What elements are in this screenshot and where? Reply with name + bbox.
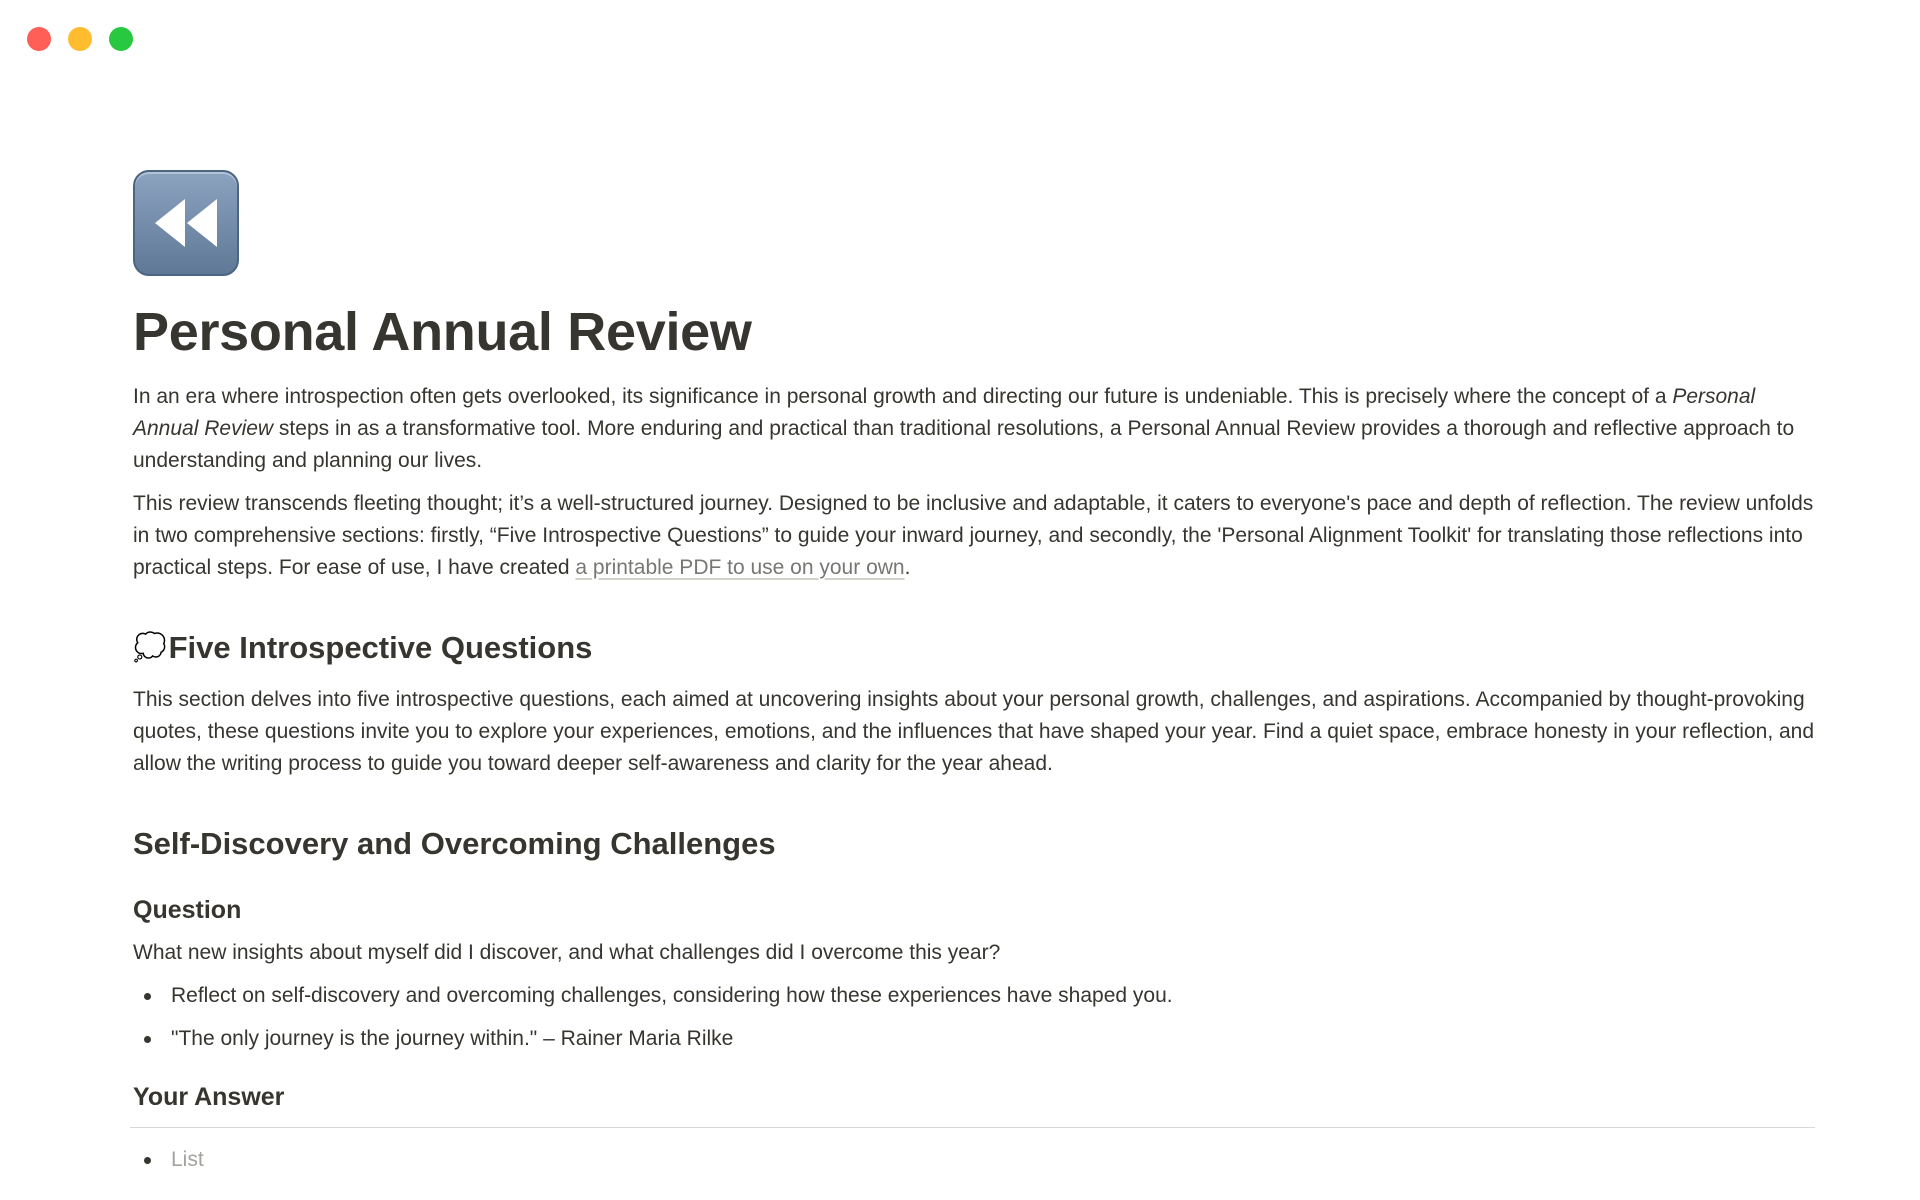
window-controls xyxy=(27,27,133,51)
rewind-icon[interactable] xyxy=(133,170,239,276)
thought-bubble-icon: 💭 xyxy=(133,632,167,663)
section-heading-text: Five Introspective Questions xyxy=(168,629,593,665)
divider xyxy=(130,1127,1815,1128)
answer-list xyxy=(133,1144,1815,1176)
answer-heading[interactable]: Your Answer xyxy=(133,1082,285,1111)
section-heading-five-questions[interactable] xyxy=(133,628,1815,668)
list-item[interactable]: "The only journey is the journey within." – Rainer Maria Rilke xyxy=(133,1023,1815,1055)
answer-list-placeholder[interactable]: List xyxy=(133,1144,1815,1176)
list-item[interactable]: Reflect on self-discovery and overcoming challenges, considering how these experiences have shaped you. xyxy=(133,980,1815,1012)
section-description[interactable]: This section delves into five introspective questions, each aimed at uncovering insights about your personal growth, challenges, and aspirations. Accompanied by thought-provoking quotes, these questions invite you to explore your experiences, emotions, and the influences that have shaped your year. Find a quiet space, embrace honesty in your reflection, and allow the writing process to guide you toward deeper self-awareness and clarity for the year ahead. xyxy=(133,688,1815,776)
intro-paragraph-2[interactable]: This review transcends fleeting thought; it’s a well-structured journey. Designed to be inclusive and adaptable, it caters to everyone's pace and depth of reflection. The review unfolds in two comprehensive sections: firstly, “Five Introspective Questions” to guide your inward journey, and secondly, the 'Personal Alignment Toolkit' for translating those reflections into practical steps. For ease of use, I have created a printable PDF to use on your own. xyxy=(133,491,1814,579)
minimize-window-button[interactable] xyxy=(68,27,92,51)
page-title[interactable]: Personal Annual Review xyxy=(133,302,752,362)
page-content xyxy=(133,170,1815,1176)
question-text[interactable]: What new insights about myself did I discover, and what challenges did I overcome this year? xyxy=(133,940,1001,964)
question-heading[interactable]: Question xyxy=(133,896,242,925)
intro-paragraph-1[interactable]: In an era where introspection often gets overlooked, its significance in personal growth and directing our future is undeniable. This is precisely where the concept of a Personal Annual Review steps in as a transformative tool. More enduring and practical than traditional resolutions, a Personal Annual Review provides a thorough and reflective approach to understanding and planning our lives. xyxy=(133,384,1795,472)
close-window-button[interactable] xyxy=(27,27,51,51)
subsection-heading[interactable]: Self-Discovery and Overcoming Challenges xyxy=(133,826,776,862)
zoom-window-button[interactable] xyxy=(109,27,133,51)
question-bullet-list xyxy=(133,980,1815,1055)
printable-pdf-link[interactable]: a printable PDF to use on your own xyxy=(575,555,905,579)
